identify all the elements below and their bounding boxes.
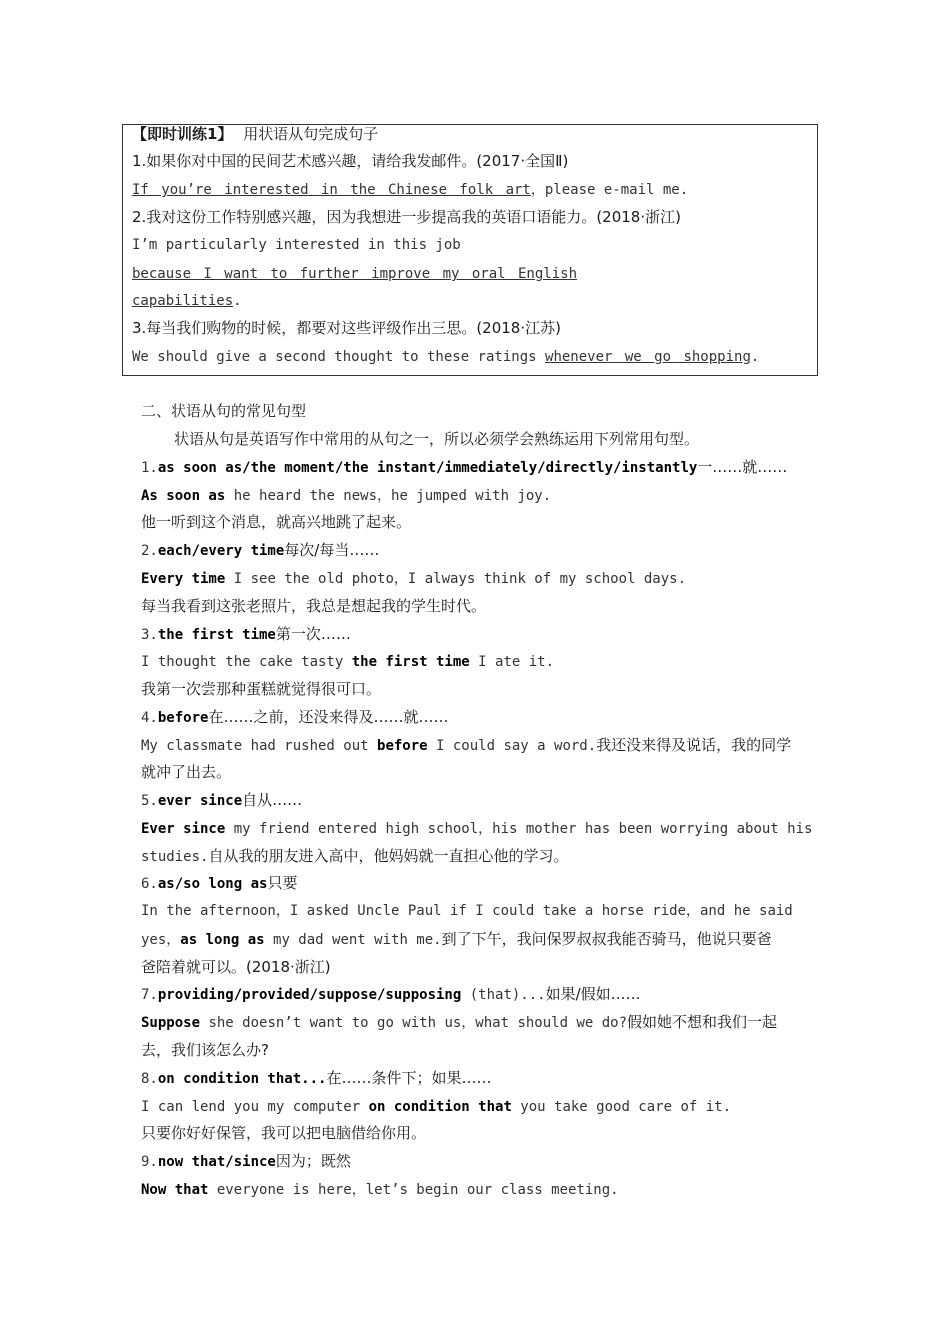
pattern-2-example: Every time I see the old photo，I always think of my school days. [141, 571, 687, 587]
pattern-3-heading: 3.the first time第一次…… [141, 625, 351, 643]
pattern-7-example-line2: 去，我们该怎么办? [141, 1041, 269, 1059]
pattern-7-heading: 7.providing/provided/suppose/supposing (that)...如果/假如…… [141, 985, 641, 1003]
section-intro: 状语从句是英语写作中常用的从句之一，所以必须学会熟练运用下列常用句型。 [174, 430, 700, 448]
exercise-answer-2-line3: capabilities. [132, 293, 242, 309]
pattern-3-translation: 我第一次尝那种蛋糕就觉得很可口。 [141, 680, 382, 698]
pattern-5-heading: 5.ever since自从…… [141, 791, 303, 809]
exercise-title: 【即时训练1】 用状语从句完成句子 [132, 125, 379, 143]
exercise-answer-2-line2: because I want to further improve my oral English [132, 266, 578, 282]
exercise-question-2: 2.我对这份工作特别感兴趣，因为我想进一步提高我的英语口语能力。(2018·浙江) [132, 208, 681, 226]
pattern-7-example: Suppose she doesn’t want to go with us，what should we do?假如她不想和我们一起 [141, 1013, 778, 1031]
exercise-answer-1: If you’re interested in the Chinese folk art，please e-mail me. [132, 182, 689, 198]
pattern-1-translation: 他一听到这个消息，就高兴地跳了起来。 [141, 513, 412, 531]
pattern-9-heading: 9.now that/since因为；既然 [141, 1152, 351, 1170]
pattern-2-heading: 2.each/every time每次/每当…… [141, 541, 380, 559]
pattern-8-heading: 8.on condition that...在……条件下；如果…… [141, 1069, 492, 1087]
pattern-5-example-line2: studies.自从我的朋友进入高中，他妈妈就一直担心他的学习。 [141, 847, 569, 865]
exercise-answer-2-line1: I’m particularly interested in this job [132, 237, 461, 253]
pattern-4-heading: 4.before在……之前，还没来得及……就…… [141, 708, 449, 726]
pattern-1-example: As soon as he heard the news，he jumped with joy. [141, 488, 552, 504]
exercise-question-1: 1.如果你对中国的民间艺术感兴趣，请给我发邮件。(2017·全国Ⅱ) [132, 152, 569, 170]
pattern-2-translation: 每当我看到这张老照片，我总是想起我的学生时代。 [141, 597, 487, 615]
exercise-question-3: 3.每当我们购物的时候，都要对这些评级作出三思。(2018·江苏) [132, 319, 561, 337]
pattern-4-example-line2: 就冲了出去。 [141, 763, 232, 781]
pattern-8-example: I can lend you my computer on condition that you take good care of it. [141, 1099, 732, 1115]
pattern-3-example: I thought the cake tasty the first time I ate it. [141, 654, 555, 670]
pattern-6-example-line2: yes，as long as my dad went with me.到了下午，我问保罗叔叔我能否骑马，他说只要爸 [141, 930, 772, 948]
pattern-8-translation: 只要你好好保管，我可以把电脑借给你用。 [141, 1124, 427, 1142]
section-heading: 二、状语从句的常见句型 [141, 402, 307, 420]
pattern-6-example-line1: In the afternoon，I asked Uncle Paul if I could take a horse ride，and he said [141, 903, 793, 919]
pattern-6-heading: 6.as/so long as只要 [141, 874, 298, 892]
pattern-1-heading: 1.as soon as/the moment/the instant/immediately/directly/instantly一……就…… [141, 458, 788, 476]
pattern-4-example: My classmate had rushed out before I could say a word.我还没来得及说话，我的同学 [141, 736, 792, 754]
exercise-answer-3: We should give a second thought to these ratings whenever we go shopping. [132, 349, 760, 365]
pattern-5-example: Ever since my friend entered high school，his mother has been worrying about his [141, 821, 813, 837]
pattern-6-example-line3: 爸陪着就可以。(2018·浙江) [141, 958, 331, 976]
pattern-9-example: Now that everyone is here，let’s begin our class meeting. [141, 1182, 619, 1198]
